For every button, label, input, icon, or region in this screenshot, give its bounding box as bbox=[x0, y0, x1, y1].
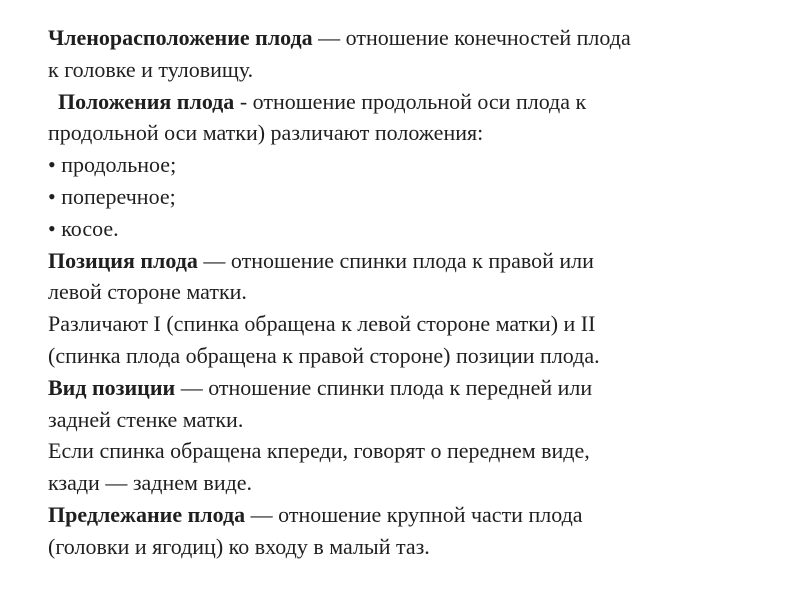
bullet-text: • продольное; bbox=[48, 152, 177, 178]
term-polozheniya: Положения плода bbox=[58, 88, 235, 114]
line-10 bbox=[48, 308, 768, 340]
definition-text: — отношение спинки плода к передней или bbox=[175, 374, 593, 400]
line-2 bbox=[48, 54, 768, 86]
paragraph-text: Если спинка обращена кпереди, говорят о переднем виде, bbox=[48, 438, 590, 464]
definition-text: — отношение крупной части плода bbox=[245, 501, 583, 527]
line-15 bbox=[48, 467, 768, 499]
line-3 bbox=[48, 86, 768, 118]
term-predlezhanie: Предлежание плода bbox=[48, 501, 246, 527]
paragraph-text: кзади — заднем виде. bbox=[48, 470, 253, 496]
paragraph-text: Различают I (спинка обращена к левой стороне матки) и II bbox=[48, 311, 596, 337]
line-4 bbox=[48, 117, 768, 149]
paragraph-text: (спинка плода обращена к правой стороне) позиции плода. bbox=[48, 342, 600, 368]
line-12 bbox=[48, 372, 768, 404]
term-vid-pozicii: Вид позиции bbox=[48, 374, 176, 400]
line-11 bbox=[48, 340, 768, 372]
definition-text: — отношение спинки плода к правой или bbox=[197, 247, 594, 273]
document-body bbox=[48, 22, 768, 563]
term-chlenoraspolozhenie: Членорасположение плода bbox=[48, 25, 313, 50]
line-1 bbox=[48, 22, 768, 54]
bullet-item bbox=[48, 213, 768, 245]
line-16 bbox=[48, 499, 768, 531]
definition-text: задней стенке матки. bbox=[48, 406, 244, 432]
term-poziciya: Позиция плода bbox=[48, 247, 198, 273]
definition-text: к головке и туловищу. bbox=[48, 56, 254, 82]
line-13 bbox=[48, 404, 768, 436]
line-8 bbox=[48, 245, 768, 277]
line-14 bbox=[48, 435, 768, 467]
bullet-text: • поперечное; bbox=[48, 183, 176, 209]
line-17 bbox=[48, 531, 768, 563]
bullet-item bbox=[48, 149, 768, 181]
line-9 bbox=[48, 276, 768, 308]
definition-text: — отношение конечностей плода bbox=[312, 25, 631, 50]
bullet-text: • косое. bbox=[48, 215, 119, 241]
definition-text: (головки и ягодиц) ко входу в малый таз. bbox=[48, 533, 430, 559]
definition-text: - отношение продольной оси плода к bbox=[234, 88, 587, 114]
bullet-item bbox=[48, 181, 768, 213]
definition-text: левой стороне матки. bbox=[48, 279, 247, 305]
definition-text: продольной оси матки) различают положения: bbox=[48, 120, 484, 146]
